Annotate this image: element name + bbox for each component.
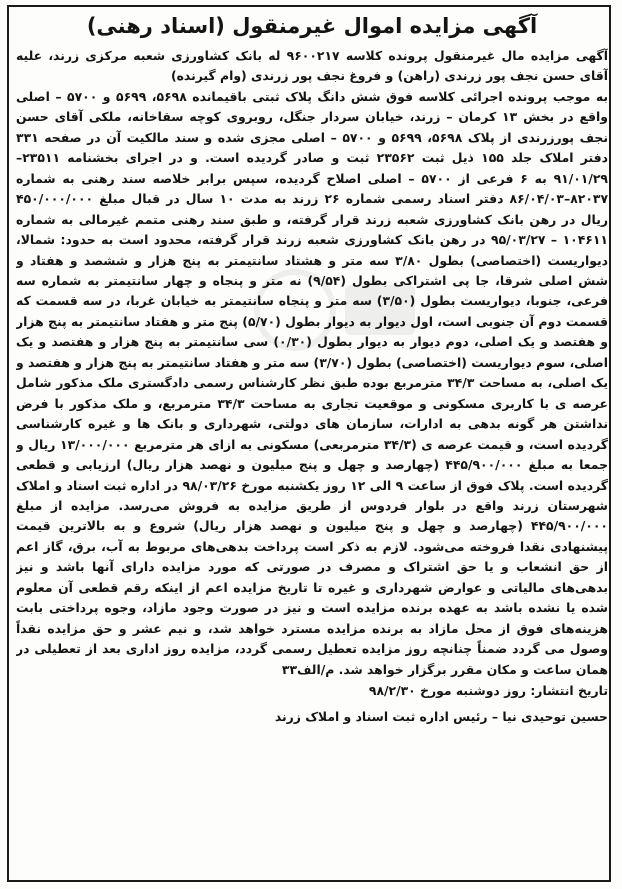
notice-content xyxy=(16,10,608,878)
publication-date: تاریخ انتشار: روز دوشنبه مورخ ۹۸/۲/۳۰ xyxy=(368,683,608,699)
notice-intro-paragraph: آگهی مزایده مال غیرمنقول پرونده کلاسه ۹۶۰۰۲۱۷ له بانک کشاورزی شعبه مرکزی زرند، علیه آقای حسن نجف پور زرندی (راهن) و فروغ نجف پور زرندی (وام گیرنده) xyxy=(16,48,608,84)
notice-body xyxy=(16,46,608,680)
signature-line: حسین توحیدی نیا – رئیس اداره ثبت اسناد و املاک زرند xyxy=(274,709,608,725)
notice-details-paragraph: به موجب پرونده اجرائی کلاسه فوق شش دانگ پلاک ثبتی باقیمانده ۵۶۹۸، ۵۶۹۹ و ۵۷۰۰ – اصلی واقع در بخش ۱۳ کرمان – زرند، خیابان سردار جنگل، روبروی کوچه سقاخانه، ملکی آقای حسن نجف پورزرندی از پلاک ۵۶۹۸، ۵۶۹۹ و ۵۷۰۰ – اصلی مجزی شده و سند مالکیت آن در صفحه ۳۳۱ دفتر املاک جلد ۱۵۵ ذیل ثبت ۲۳۵۶۲ ثبت و صادر گردیده است. و در اجرای بخشنامه ۲۳۵۱۱–۹۱/۰۱/۲۹ به ۶ فرعی از ۵۷۰۰ – اصلی اصلاح گردیده، سپس برابر خلاصه سند رهنی به شماره ۸۲۰۳۷–۸۶/۰۴/۰۳ دفتر اسناد رسمی شماره ۲۶ زرند به مدت ۱۰ سال در قبال مبلغ ۴۵۰/۰۰۰/۰۰۰ ریال در رهن بانک کشاورزی شعبه زرند قرار گرفته، و طبق سند رهنی متمم غیرمالی به شماره ۱۰۴۶۱۱ – ۹۵/۰۳/۲۷ در رهن بانک کشاورزی شعبه زرند قرار گرفته، محدود است به حدود: شمالا، دیواریست (اختصاصی) بطول ۳/۸۰ سه متر و هشتاد سانتیمتر به پنج هزار و ششصد و هفتاد و شش اصلی شرقا، جا پی اشتراکی بطول (۹/۵۴) نه متر و پنجاه و چهار سانتیمتر به شماره سه فرعی، جنوبا، دیواریست بطول (۳/۵۰) سه متر و پنجاه سانتیمتر به خیابان غربا، در سه قسمت که قسمت دوم آن جنوبی است، اول دیوار به دیوار بطول (۵/۷۰) پنج متر و هفتاد سانتیمتر به پنج هزار و هفتصد و یک اصلی، دوم دیوار به دیوار بطول (۰/۳۰) سی سانتیمتر به پنج هزار و هفتصد و یک اصلی، سوم دیواریست (اختصاصی) بطول (۳/۷۰) سه متر و هفتاد سانتیمتر به پنج هزار و هفتصد و یک اصلی، به مساحت ۳۴/۳ مترمربع بوده طبق نظر کارشناس رسمی دادگستری ملک مذکور شامل عرصه ی با کاربری مسکونی و موقعیت تجاری به مساحت ۳۴/۳ مترمربع، و ملک مذکور با فرض نداشتن هر گونه بدهی به ادارات، سازمان های دولتی، شهرداری و بانک ها و غیره کارشناسی گردیده است، و قیمت عرصه ی (۳۴/۳ مترمربعی) مسکونی به ازای هر مترمربع ۱۳/۰۰۰/۰۰۰ ریال و جمعا به مبلغ ۴۴۵/۹۰۰/۰۰۰ (چهارصد و چهل و پنج میلیون و نهصد هزار ریال) ارزیابی و قطعی گردیده است. پلاک فوق از ساعت ۹ الی ۱۲ روز یکشنبه مورخ ۹۸/۰۳/۲۶ در اداره ثبت اسناد و املاک شهرستان زرند واقع در بلوار فردوس از طریق مزایده به فروش می‌رسد. مزایده از مبلغ ۴۴۵/۹۰۰/۰۰۰ (چهارصد و چهل و پنج میلیون و نهصد هزار ریال) شروع و به بالاترین قیمت پیشنهادی نقدا فروخته می‌شود. لازم به ذکر است پرداخت بدهی‌های مربوط به آب، برق، گاز اعم از حق انشعاب و یا حق اشتراک و مصرف در صورتی که مورد مزایده دارای آنها باشد و نیز بدهی‌های مالیاتی و عوارض شهرداری و غیره تا تاریخ مزایده اعم از اینکه رقم قطعی آن معلوم شده یا نشده باشد به عهده برنده مزایده است و نیز در صورت وجود مازاد، وجوه پرداختی بابت هزینه‌های فوق از محل مازاد به برنده مزایده مسترد خواهد شد، و نیم عشر و حق مزایده نقداً وصول می گردد ضمناً چنانچه روز مزایده تعطیل رسمی گردد، مزایده روز اداری بعد از تعطیلی در همان ساعت و مکان مقرر برگزار خواهد شد. م/الف۳۳ xyxy=(16,88,608,677)
notice-title: آگهی مزایده اموال غیرمنقول (اسناد رهنی) xyxy=(86,14,538,38)
